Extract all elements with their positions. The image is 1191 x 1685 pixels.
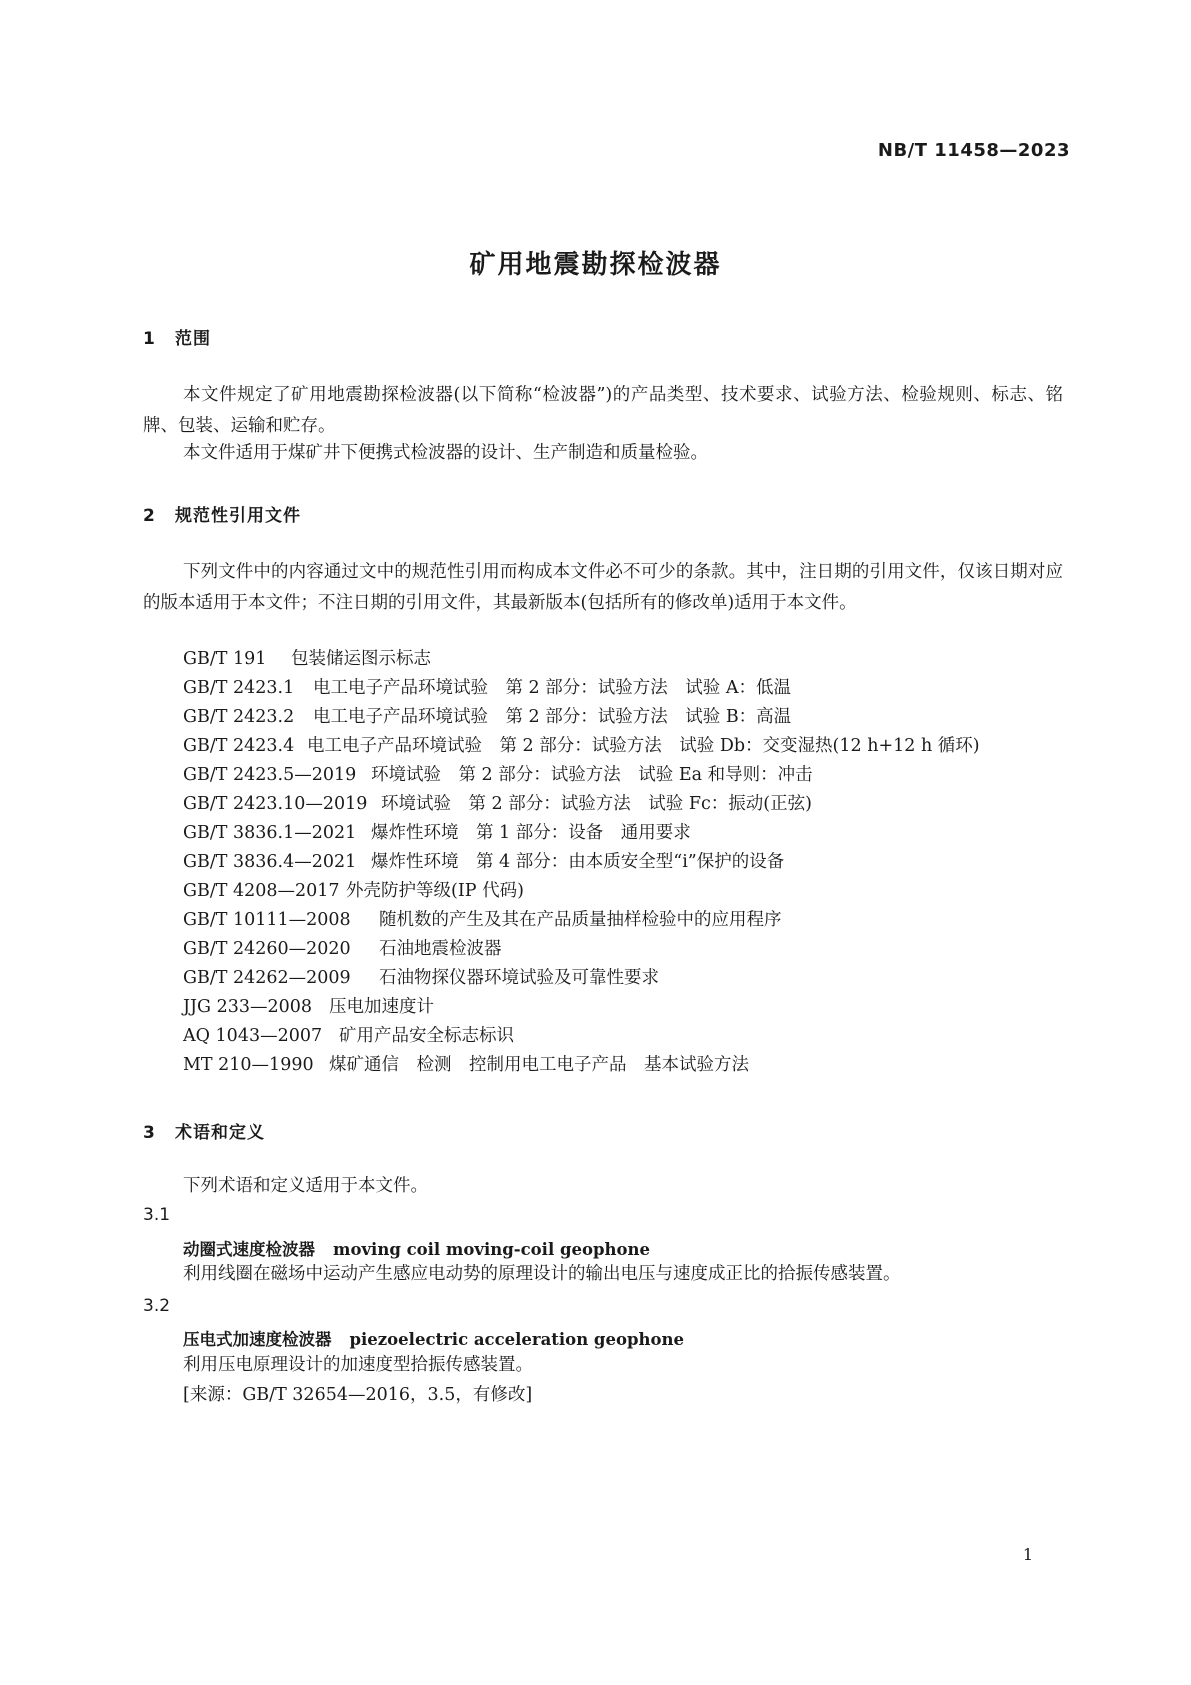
reference-code: AQ 1043—2007 <box>183 1026 323 1046</box>
term-english: moving coil moving-coil geophone <box>333 1240 651 1259</box>
reference-item <box>183 847 784 878</box>
section-1-paragraph-2: 本文件适用于煤矿井下便携式检波器的设计、生产制造和质量检验。 <box>183 443 708 463</box>
reference-name: 外壳防护等级(IP 代码) <box>346 881 524 901</box>
reference-name: 石油物探仪器环境试验及可靠性要求 <box>379 968 659 988</box>
reference-code: GB/T 24262—2009 <box>183 968 351 988</box>
document-title: 矿用地震勘探检波器 <box>469 250 722 280</box>
reference-item <box>183 876 524 907</box>
term-heading <box>183 1326 684 1350</box>
reference-code: GB/T 3836.4—2021 <box>183 852 357 872</box>
reference-item <box>183 1021 514 1052</box>
section-title: 规范性引用文件 <box>175 506 301 526</box>
reference-item <box>183 905 782 936</box>
term-heading <box>183 1236 650 1260</box>
reference-name: 爆炸性环境 第 4 部分：由本质安全型“i”保护的设备 <box>371 852 785 872</box>
reference-item <box>183 644 431 675</box>
reference-name: 石油地震检波器 <box>379 939 502 959</box>
reference-item <box>183 731 980 762</box>
reference-name: 压电加速度计 <box>329 997 434 1017</box>
term-number: 3.1 <box>143 1205 171 1225</box>
reference-code: GB/T 2423.5—2019 <box>183 765 357 785</box>
reference-item <box>183 818 691 849</box>
section-2-intro: 下列文件中的内容通过文中的规范性引用而构成本文件必不可少的条款。其中，注日期的引用文件，仅该日期对应的版本适用于本文件；不注日期的引用文件，其最新版本(包括所有的修改单)适用于本文件。 <box>143 562 1063 613</box>
term-chinese: 压电式加速度检波器 <box>183 1330 332 1349</box>
term-english: piezoelectric acceleration geophone <box>349 1330 685 1349</box>
reference-name: 电工电子产品环境试验 第 2 部分：试验方法 试验 B：高温 <box>313 707 792 727</box>
section-2-heading <box>143 501 301 526</box>
reference-item <box>183 963 659 994</box>
reference-item <box>183 934 502 965</box>
reference-code: GB/T 191 <box>183 649 267 669</box>
reference-item <box>183 789 812 820</box>
section-title: 术语和定义 <box>175 1123 265 1143</box>
reference-name: 爆炸性环境 第 1 部分：设备 通用要求 <box>371 823 691 843</box>
reference-item <box>183 760 813 791</box>
term-source: [来源：GB/T 32654—2016，3.5，有修改] <box>183 1385 533 1405</box>
section-number: 3 <box>143 1123 156 1143</box>
page-number: 1 <box>1022 1545 1033 1564</box>
reference-name: 电工电子产品环境试验 第 2 部分：试验方法 试验 Db：交变湿热(12 h+12 h 循环) <box>307 736 980 756</box>
reference-name: 包装储运图示标志 <box>291 649 431 669</box>
reference-code: JJG 233—2008 <box>183 997 313 1017</box>
reference-name: 随机数的产生及其在产品质量抽样检验中的应用程序 <box>379 910 782 930</box>
term-chinese: 动圈式速度检波器 <box>183 1240 315 1259</box>
term-definition: 利用线圈在磁场中运动产生感应电动势的原理设计的输出电压与速度成正比的拾振传感装置。 <box>183 1264 901 1284</box>
reference-code: GB/T 10111—2008 <box>183 910 351 930</box>
reference-code: GB/T 2423.1 <box>183 678 295 698</box>
reference-name: 电工电子产品环境试验 第 2 部分：试验方法 试验 A：低温 <box>313 678 791 698</box>
reference-code: GB/T 2423.10—2019 <box>183 794 368 814</box>
reference-code: GB/T 3836.1—2021 <box>183 823 357 843</box>
section-3-heading <box>143 1118 265 1143</box>
reference-code: MT 210—1990 <box>183 1055 314 1075</box>
term-number: 3.2 <box>143 1296 171 1316</box>
reference-code: GB/T 2423.4 <box>183 736 295 756</box>
section-title: 范围 <box>175 329 211 349</box>
section-3-intro: 下列术语和定义适用于本文件。 <box>183 1176 428 1196</box>
standard-number: NB/T 11458—2023 <box>877 140 1070 161</box>
reference-name: 环境试验 第 2 部分：试验方法 试验 Ea 和导则：冲击 <box>371 765 813 785</box>
section-number: 2 <box>143 506 156 526</box>
section-number: 1 <box>143 329 156 349</box>
reference-name: 煤矿通信 检测 控制用电工电子产品 基本试验方法 <box>329 1055 749 1075</box>
reference-name: 矿用产品安全标志标识 <box>339 1026 514 1046</box>
reference-code: GB/T 24260—2020 <box>183 939 351 959</box>
section-1-heading <box>143 324 211 349</box>
reference-item <box>183 1050 749 1081</box>
reference-code: GB/T 4208—2017 <box>183 881 340 901</box>
section-1-paragraph-1: 本文件规定了矿用地震勘探检波器(以下简称“检波器”)的产品类型、技术要求、试验方法、检验规则、标志、铭牌、包装、运输和贮存。 <box>143 385 1063 436</box>
reference-item <box>183 673 791 704</box>
reference-item <box>183 992 434 1023</box>
reference-item <box>183 702 791 733</box>
reference-code: GB/T 2423.2 <box>183 707 295 727</box>
reference-name: 环境试验 第 2 部分：试验方法 试验 Fc：振动(正弦) <box>381 794 812 814</box>
term-definition: 利用压电原理设计的加速度型拾振传感装置。 <box>183 1355 533 1375</box>
